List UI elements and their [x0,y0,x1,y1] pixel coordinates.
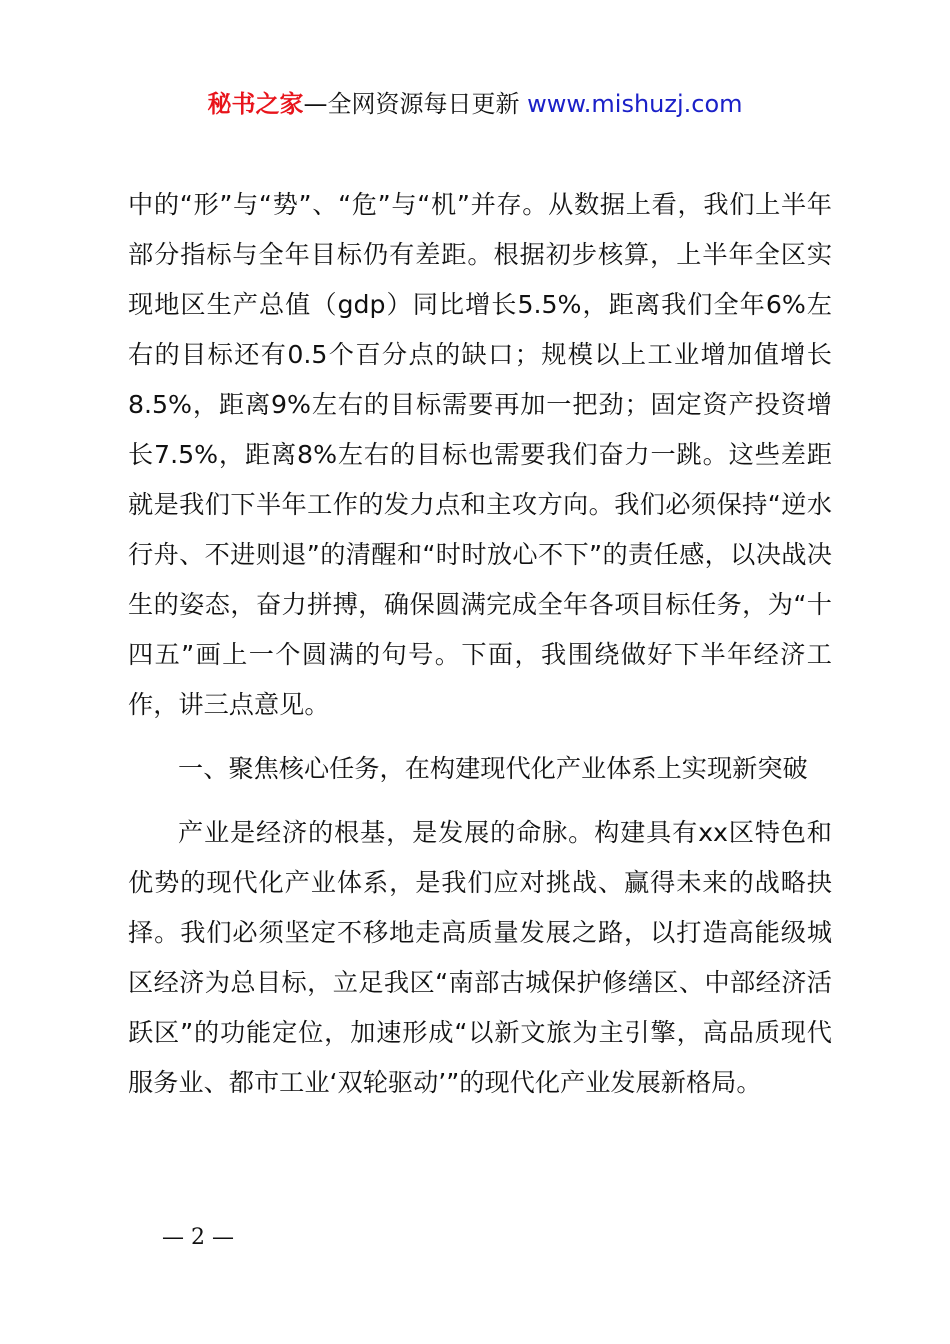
body-paragraph: 产业是经济的根基，是发展的命脉。构建具有xx区特色和优势的现代化产业体系，是我们应对挑战、赢得未来的战略抉择。我们必须坚定不移地走高质量发展之路，以打造高能级城区经济为总目标，立足我区“南部古城保护修缮区、中部经济活跃区”的功能定位，加速形成“以新文旅为主引擎，高品质现代服务业、都市工业‘双轮驱动’”的现代化产业发展新格局。 [128,818,832,1097]
page-number: — 2 — [162,1225,234,1250]
document-body [128,180,832,1108]
body-paragraph-continued: 中的“形”与“势”、“危”与“机”并存。从数据上看，我们上半年部分指标与全年目标仍有差距。根据初步核算，上半年全区实现地区生产总值（gdp）同比增长5.5%，距离我们全年6%左右的目标还有0.5个百分点的缺口；规模以上工业增加值增长8.5%，距离9%左右的目标需要再加一把劲；固定资产投资增长7.5%，距离8%左右的目标也需要我们奋力一跳。这些差距就是我们下半年工作的发力点和主攻方向。我们必须保持“逆水行舟、不进则退”的清醒和“时时放心不下”的责任感，以决战决生的姿态，奋力拼搏，确保圆满完成全年各项目标任务，为“十四五”画上一个圆满的句号。下面，我围绕做好下半年经济工作，讲三点意见。 [128,190,832,719]
brand-name: 秘书之家 [207,90,304,118]
site-url-link[interactable]: www.mishuzj.com [527,90,743,118]
section-heading: 一、聚焦核心任务，在构建现代化产业体系上实现新突破 [178,754,808,783]
header-tagline: —全网资源每日更新 [303,90,528,118]
site-header [0,88,950,120]
